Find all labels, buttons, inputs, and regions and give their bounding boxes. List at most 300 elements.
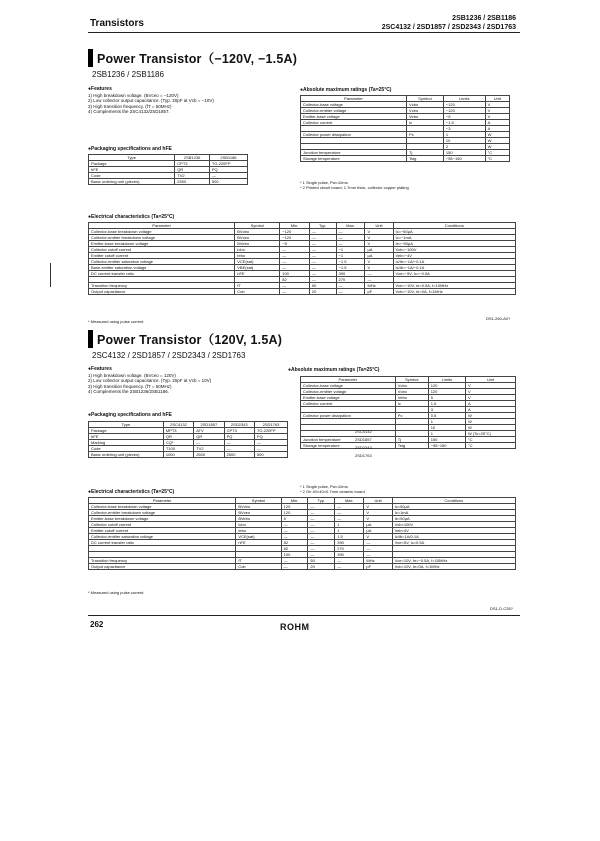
table-cell: BVebo xyxy=(236,516,281,522)
table-cell: 20 xyxy=(308,564,335,570)
table-cell: −3 xyxy=(443,126,485,132)
table-cell: −120 xyxy=(280,229,310,235)
table-cell: V xyxy=(365,241,393,247)
table-cell: — xyxy=(209,173,247,179)
table-cell: Package xyxy=(89,161,175,167)
table-cell: °C xyxy=(466,443,516,449)
table-cell: W (Tc=25°C) xyxy=(466,431,516,437)
section1-doc-code: DS1-260-A0? xyxy=(486,316,511,321)
table-cell: 50 xyxy=(309,283,336,289)
table-header-cell: Type xyxy=(89,422,164,428)
section2-abs-table xyxy=(300,376,516,449)
table-cell: 5 xyxy=(281,516,308,522)
section1-title-bar xyxy=(88,49,93,67)
table-cell: Collector-emitter saturation voltage xyxy=(89,259,235,265)
section1-pkg-table xyxy=(88,154,248,185)
table-cell: — xyxy=(281,534,308,540)
header-category: Transistors xyxy=(90,18,144,29)
table-cell: Collector-emitter saturation voltage xyxy=(89,534,236,540)
table-cell: QR xyxy=(194,434,224,440)
table-cell: Ic/Ib=−1A/−0.1A xyxy=(393,265,515,271)
section1-abs-table xyxy=(300,95,510,162)
table-cell: — xyxy=(224,440,254,446)
table-cell: — xyxy=(281,528,308,534)
table-cell: 10 xyxy=(443,138,485,144)
table-header-cell: 2SB1236 xyxy=(175,155,210,161)
table-cell: VCE(sat) xyxy=(236,534,281,540)
table-cell: — xyxy=(335,504,364,510)
table-header-cell: Min. xyxy=(280,223,310,229)
table-header-cell: Symbol xyxy=(395,377,428,383)
table-cell: 390 xyxy=(335,540,364,546)
table-header-cell: Parameter xyxy=(301,377,396,383)
section2-abs-subparts xyxy=(355,428,372,460)
table-cell: °C xyxy=(466,437,516,443)
table-cell: Ie=−50μA xyxy=(393,241,515,247)
table-cell: — xyxy=(281,522,308,528)
table-cell: Collector cutoff current xyxy=(89,522,236,528)
table-cell: — xyxy=(280,247,310,253)
table-cell: hFE xyxy=(236,540,281,546)
table-cell: BVceo xyxy=(236,510,281,516)
table-cell: 1 xyxy=(443,132,485,138)
table-header-cell: Type xyxy=(89,155,175,161)
table-cell: °C xyxy=(485,150,509,156)
table-cell: Base-emitter saturation voltage xyxy=(89,265,235,271)
table-cell: −5 xyxy=(443,114,485,120)
table-header-cell: Max. xyxy=(335,498,364,504)
section2-doc-code: DS1-D-C35? xyxy=(490,606,513,611)
table-cell: V xyxy=(485,108,509,114)
table-header-cell: Conditions xyxy=(392,498,515,504)
table-cell: Tstg xyxy=(395,443,428,449)
table-cell: MPT3 xyxy=(163,428,193,434)
table-header-cell: Typ. xyxy=(309,223,336,229)
table-header-cell: Typ. xyxy=(308,498,335,504)
table-cell: BVebo xyxy=(235,241,280,247)
table-cell: Vebo xyxy=(407,114,444,120)
table-cell: 2500 xyxy=(175,179,210,185)
table-cell: 150 xyxy=(428,437,465,443)
table-cell: Emitter cutoff current xyxy=(89,253,235,259)
table-cell: Basic ordering unit (pieces) xyxy=(89,179,175,185)
table-header-cell: Unit xyxy=(364,498,392,504)
table-cell: 1 xyxy=(428,431,465,437)
table-cell: CPT3 xyxy=(175,161,210,167)
table-cell: μA xyxy=(364,528,392,534)
table-cell: 120 xyxy=(428,389,465,395)
table-cell: Ic=1mA xyxy=(392,510,515,516)
table-cell: W xyxy=(485,138,509,144)
table-cell: TO-220FP xyxy=(209,161,247,167)
rohm-logo: ROHM xyxy=(280,622,310,632)
table-cell: — xyxy=(309,277,336,283)
table-cell: Ic/Ib=−1A/−0.1A xyxy=(393,259,515,265)
table-cell: Collector current xyxy=(301,120,407,126)
table-cell: Tj xyxy=(395,437,428,443)
table-cell: Basic ordering unit (pieces) xyxy=(89,452,164,458)
table-cell: — xyxy=(335,516,364,522)
table-row xyxy=(301,443,516,449)
table-cell: Vcbo xyxy=(407,102,444,108)
table-cell: Ic=−50μA xyxy=(393,229,515,235)
table-cell: Ic=50μA xyxy=(392,504,515,510)
table-cell: Icbo xyxy=(236,522,281,528)
table-header-cell: Symbol xyxy=(236,498,281,504)
table-cell: pF xyxy=(364,564,392,570)
table-cell: Pc xyxy=(395,413,428,419)
feature-item: 2) Low collector output capacitance. (Typ. 20pF at Vcb = −10V) xyxy=(88,98,214,103)
table-cell: Ic xyxy=(395,401,428,407)
table-cell: — xyxy=(309,271,336,277)
table-cell: ATV xyxy=(194,428,224,434)
table-cell: 20 xyxy=(309,289,336,295)
table-cell: — xyxy=(365,277,393,283)
table-cell: — xyxy=(364,552,392,558)
table-cell: 100 xyxy=(280,271,310,277)
section1-elec-title: ●Electrical characteristics (Ta=25°C) xyxy=(88,214,175,220)
table-cell: BVceo xyxy=(235,235,280,241)
table-header-cell: Symbol xyxy=(407,96,444,102)
table-cell: Cob xyxy=(235,289,280,295)
table-cell: 120 xyxy=(428,383,465,389)
table-cell: TV2 xyxy=(194,446,224,452)
section2-elec-title: ●Electrical characteristics (Ta=25°C) xyxy=(88,489,175,495)
header-part-numbers xyxy=(382,14,516,32)
table-cell: Emitter-base voltage xyxy=(301,395,396,401)
table-cell: 1000 xyxy=(163,452,193,458)
table-header-cell: 2SD2343 xyxy=(224,422,254,428)
table-cell: 1 xyxy=(335,522,364,528)
header-parts-line2: 2SC4132 / 2SD1857 / 2SD2343 / 2SD1763 xyxy=(381,24,516,31)
section1-abs-notes xyxy=(300,180,510,190)
table-header-cell: Max. xyxy=(336,223,365,229)
table-cell: hFE xyxy=(89,167,175,173)
table-cell: MHz xyxy=(365,283,393,289)
table-cell: V xyxy=(365,235,393,241)
table-header-cell: Parameter xyxy=(89,498,236,504)
table-cell: μA xyxy=(364,522,392,528)
table-cell: — xyxy=(308,552,335,558)
table-cell: V xyxy=(364,534,392,540)
feature-item: 4) Complements the 2SB1236/2SB1186. xyxy=(88,389,169,394)
table-cell: Vcb=100V xyxy=(392,522,515,528)
table-cell: Emitter-base breakdown voltage xyxy=(89,516,236,522)
table-cell: — xyxy=(308,546,335,552)
margin-mark xyxy=(50,263,51,287)
table-cell: A xyxy=(485,126,509,132)
table-cell: — xyxy=(336,229,365,235)
table-cell: 5 xyxy=(428,395,465,401)
table-cell: 270 xyxy=(336,277,365,283)
table-cell: Collector-base breakdown voltage xyxy=(89,504,236,510)
feature-item: 3) High transition frequency. (fT = 50MHz) xyxy=(88,383,172,389)
table-cell: 82 xyxy=(281,540,308,546)
table-cell: MHz xyxy=(364,558,392,564)
abs-note: * 2 On 40×40×0.7mm ceramic board xyxy=(300,489,365,494)
table-cell: V xyxy=(466,389,516,395)
table-header-cell: 2SD1763 xyxy=(254,422,287,428)
table-cell: Emitter cutoff current xyxy=(89,528,236,534)
table-cell: Code xyxy=(89,173,175,179)
table-cell: Tj xyxy=(407,150,444,156)
table-cell: 390 xyxy=(336,271,365,277)
table-header-cell: Unit xyxy=(466,377,516,383)
table-cell: V xyxy=(466,383,516,389)
table-cell: — xyxy=(280,259,310,265)
section1-pkg-title: ●Packaging specifications and hFE xyxy=(88,146,172,152)
abs-note: * 1 Single pulse, Pw=10ms xyxy=(300,484,348,489)
table-cell: 500 xyxy=(209,179,247,185)
table-cell: −1.5 xyxy=(443,120,485,126)
table-cell: PQ xyxy=(209,167,247,173)
table-cell: pF xyxy=(365,289,393,295)
table-cell: hFE xyxy=(235,271,280,277)
table-cell: 1.5 xyxy=(335,534,364,540)
table-cell: Tstg xyxy=(407,156,444,162)
table-cell: Vcb=−100V xyxy=(393,247,515,253)
table-cell: CQ* xyxy=(163,440,193,446)
table-cell: Emitter-base voltage xyxy=(301,114,407,120)
table-cell: A xyxy=(466,401,516,407)
table-cell: — xyxy=(365,271,393,277)
page-number: 262 xyxy=(90,620,104,629)
table-cell: W xyxy=(466,413,516,419)
table-cell: Output capacitance xyxy=(89,289,235,295)
table-cell: 120 xyxy=(281,510,308,516)
table-header-cell: 2SC4132 xyxy=(163,422,193,428)
table-cell: — xyxy=(280,253,310,259)
table-cell: −120 xyxy=(443,102,485,108)
table-cell: 10 xyxy=(428,425,465,431)
table-cell: Collector power dissipation xyxy=(301,413,396,419)
header-parts-line1: 2SB1236 / 2SB1186 xyxy=(452,15,516,22)
table-cell: Package xyxy=(89,428,164,434)
table-row xyxy=(89,452,288,458)
table-cell: −120 xyxy=(443,108,485,114)
table-cell: V xyxy=(365,229,393,235)
table-cell: Collector-base voltage xyxy=(301,102,407,108)
table-cell: V xyxy=(364,504,392,510)
table-cell: −1.5 xyxy=(336,259,365,265)
table-cell: °C xyxy=(485,156,509,162)
abs-subpart-label: 2SD2343 xyxy=(355,445,372,450)
table-header-cell: Min. xyxy=(281,498,308,504)
table-cell: Vcb=−10V, Ie=0A, f=1MHz xyxy=(393,289,515,295)
table-cell: 2500 xyxy=(224,452,254,458)
table-cell: Code xyxy=(89,446,164,452)
table-cell: Collector-emitter breakdown voltage xyxy=(89,235,235,241)
table-cell: — xyxy=(308,510,335,516)
table-cell: V xyxy=(365,265,393,271)
table-cell: Vce=5V, Ic=0.5A xyxy=(392,540,515,546)
table-cell: V xyxy=(485,102,509,108)
table-cell: Collector-emitter voltage xyxy=(301,389,396,395)
table-cell: Storage temperature xyxy=(301,443,396,449)
table-cell: — xyxy=(254,446,287,452)
table-cell: Cob xyxy=(236,564,281,570)
table-cell: Pc xyxy=(407,132,444,138)
table-cell: — xyxy=(280,265,310,271)
section2-elec-note: * Measured using pulse current. xyxy=(88,590,145,595)
table-cell: — xyxy=(280,283,310,289)
table-cell: −1 xyxy=(336,253,365,259)
table-header-cell: Unit xyxy=(365,223,393,229)
table-cell: — xyxy=(364,540,392,546)
section1-part-list: 2SB1236 / 2SB1186 xyxy=(92,70,164,79)
table-cell: Veb=4V xyxy=(392,528,515,534)
table-cell: — xyxy=(308,534,335,540)
section1-elec-table xyxy=(88,222,516,295)
table-cell: −120 xyxy=(280,235,310,241)
section2-pkg-table xyxy=(88,421,288,458)
table-cell: Ic xyxy=(407,120,444,126)
table-cell: — xyxy=(309,241,336,247)
table-cell: — xyxy=(308,522,335,528)
table-cell: μA xyxy=(365,253,393,259)
table-cell: Ic=−1mA xyxy=(393,235,515,241)
table-cell: 390 xyxy=(335,552,364,558)
table-cell: — xyxy=(309,259,336,265)
table-cell: Collector cutoff current xyxy=(89,247,235,253)
section2-pkg-title: ●Packaging specifications and hFE xyxy=(88,412,172,418)
table-cell: V xyxy=(485,114,509,120)
table-cell: — xyxy=(309,253,336,259)
table-cell: 0.5 xyxy=(428,413,465,419)
table-cell: — xyxy=(336,283,365,289)
table-row xyxy=(301,156,510,162)
table-cell: hFE xyxy=(89,434,164,440)
section2-abs-notes xyxy=(300,484,510,494)
table-header-cell: Parameter xyxy=(301,96,407,102)
table-cell: −55~150 xyxy=(443,156,485,162)
table-cell: W xyxy=(466,419,516,425)
table-cell: — xyxy=(254,440,287,446)
table-cell: Vcbo xyxy=(395,383,428,389)
header-rule xyxy=(88,32,520,33)
table-cell: DC current transfer ratio xyxy=(89,271,235,277)
table-cell: BVcbo xyxy=(236,504,281,510)
table-cell: 270 xyxy=(335,546,364,552)
table-cell: Iebo xyxy=(236,528,281,534)
table-cell: Emitter-base breakdown voltage xyxy=(89,241,235,247)
table-cell: — xyxy=(364,546,392,552)
table-cell: Junction temperature xyxy=(301,150,407,156)
table-cell: 82 xyxy=(280,277,310,283)
table-cell: W xyxy=(466,425,516,431)
section1-title: Power Transistor（−120V, −1.5A) xyxy=(97,52,298,66)
table-cell: CPT3 xyxy=(224,428,254,434)
table-cell: — xyxy=(309,229,336,235)
table-cell: Veb=−4V xyxy=(393,253,515,259)
table-row xyxy=(89,179,248,185)
abs-subpart-label: 2SD1857 xyxy=(355,437,372,442)
table-cell: — xyxy=(308,516,335,522)
section2-abs-title: ●Absolute maximum ratings (Ta=25°C) xyxy=(288,367,380,373)
table-row xyxy=(89,564,516,570)
table-cell: Collector-base breakdown voltage xyxy=(89,229,235,235)
table-cell: — xyxy=(335,558,364,564)
feature-item: 3) High transition frequency. (fT = 50MHz) xyxy=(88,103,172,109)
table-cell: 82 xyxy=(281,546,308,552)
table-cell: W xyxy=(485,132,509,138)
table-cell: −55~150 xyxy=(428,443,465,449)
table-cell: 2 xyxy=(443,144,485,150)
table-cell: 100 xyxy=(281,552,308,558)
table-cell: 1 xyxy=(335,528,364,534)
feature-item: 1) High breakdown voltage. (BVceo = 120V) xyxy=(88,372,176,378)
section1-features-title: ●Features xyxy=(88,86,112,92)
table-cell: Junction temperature xyxy=(301,437,396,443)
table-cell: Vce=10V, Ie=−0.5A, f=10MHz xyxy=(392,558,515,564)
table-cell: A xyxy=(485,120,509,126)
table-cell: Vce=−10V, Ie=0.5A, f=10MHz xyxy=(393,283,515,289)
table-cell: — xyxy=(308,528,335,534)
abs-subpart-label: 2SC4132 xyxy=(355,429,372,434)
table-cell: Marking xyxy=(89,440,164,446)
section2-title: Power Transistor（120V, 1.5A) xyxy=(97,333,283,347)
table-cell: — xyxy=(336,235,365,241)
table-cell: Vceo xyxy=(407,108,444,114)
table-cell: V xyxy=(365,259,393,265)
section1-features xyxy=(88,87,288,115)
table-cell: — xyxy=(335,564,364,570)
feature-item: 1) High breakdown voltage. (BVceo = −120V) xyxy=(88,92,179,98)
section2-features xyxy=(88,367,288,395)
table-cell: V xyxy=(364,516,392,522)
table-cell: BVcbo xyxy=(235,229,280,235)
table-cell: Storage temperature xyxy=(301,156,407,162)
table-cell: TO-220FP xyxy=(254,428,287,434)
table-cell: μA xyxy=(365,247,393,253)
table-cell: Icbo xyxy=(235,247,280,253)
section2-part-list: 2SC4132 / 2SD1857 / 2SD2343 / 2SD1763 xyxy=(92,351,246,360)
table-cell: V xyxy=(466,395,516,401)
table-cell: Iebo xyxy=(235,253,280,259)
table-header-cell: Limits xyxy=(443,96,485,102)
table-cell: Ie=50μA xyxy=(392,516,515,522)
table-cell: W xyxy=(485,144,509,150)
table-header-cell: Symbol xyxy=(235,223,280,229)
table-cell: 1.5 xyxy=(428,401,465,407)
table-row xyxy=(89,289,516,295)
table-cell: 3 xyxy=(428,407,465,413)
table-cell: Transition frequency xyxy=(89,558,236,564)
table-cell: QR xyxy=(163,434,193,440)
section2-title-bar xyxy=(88,330,93,348)
section1-abs-title: ●Absolute maximum ratings (Ta=25°C) xyxy=(300,87,392,93)
table-cell: VBE(sat) xyxy=(235,265,280,271)
table-cell: V xyxy=(364,510,392,516)
table-cell: QR xyxy=(175,167,210,173)
abs-note: * 2 Printed circuit board, 1.7mm thick, collector copper plating xyxy=(300,185,409,190)
table-cell: — xyxy=(309,265,336,271)
table-cell: — xyxy=(336,289,365,295)
table-cell: DC current transfer ratio xyxy=(89,540,236,546)
section2-features-title: ●Features xyxy=(88,366,112,372)
table-header-cell: Unit xyxy=(485,96,509,102)
table-cell: 2500 xyxy=(194,452,224,458)
table-cell: Collector-emitter voltage xyxy=(301,108,407,114)
footer-rule xyxy=(88,615,520,616)
table-header-cell: 2SB1186 xyxy=(209,155,247,161)
table-cell: Vce=−5V, Ic=−0.5A xyxy=(393,271,515,277)
table-cell: — xyxy=(194,440,224,446)
table-cell: A xyxy=(466,407,516,413)
feature-item: 2) Low collector output capacitance. (Typ. 20pF at Vcb = 10V) xyxy=(88,378,212,383)
table-cell: PQ xyxy=(224,434,254,440)
table-cell: −1.5 xyxy=(336,265,365,271)
